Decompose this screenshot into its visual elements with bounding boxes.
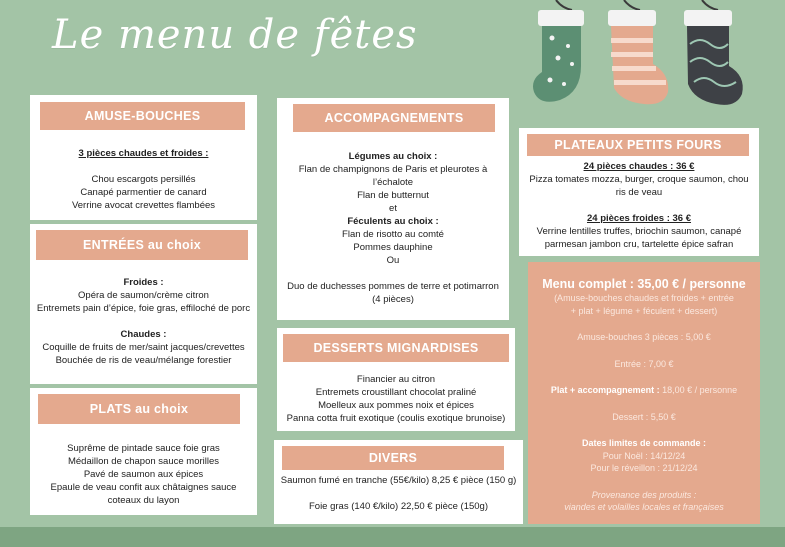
list-item: Opéra de saumon/crème citron (78, 290, 209, 301)
menu-dates-title: Dates limites de commande : (581, 438, 707, 448)
list-item: Panna cotta fruit exotique (coulis exotique brunoise) (286, 413, 506, 424)
plateaux-card (519, 128, 759, 256)
menu-plat-value: 18,00 € / personne (662, 385, 738, 395)
plateaux-header: PLATEAUX PETITS FOURS (527, 134, 749, 156)
list-item: Entremets pain d’épice, foie gras, effiloché de porc (36, 303, 251, 314)
list-item: Flan de risotto au comté (342, 229, 444, 240)
bottom-bar (0, 527, 785, 547)
list-item: coteaux du layon (107, 495, 180, 506)
amuse-bouches-card (30, 95, 257, 220)
menu-dessert-price: Dessert : 5,50 € (612, 411, 676, 422)
menu-plat-label: Plat + accompagnement : (550, 385, 660, 395)
list-item: Entremets croustillant chocolat praliné (315, 387, 477, 398)
list-item: (4 pièces) (372, 294, 414, 305)
amuse-subtitle: 3 pièces chaudes et froides : (78, 148, 209, 159)
list-item: Pommes dauphine (353, 242, 433, 253)
feculents-label: Féculents au choix : (347, 216, 439, 227)
page-title: Le menu de fêtes (52, 12, 418, 58)
menu-entree-price: Entrée : 7,00 € (614, 358, 674, 369)
chaudes-label: Chaudes : (120, 329, 167, 340)
list-item: Médaillon de chapon sauce morilles (67, 456, 220, 467)
menu-date-reveillon: Pour le réveillon : 21/12/24 (590, 463, 698, 473)
menu-title: Menu complet : 35,00 € / personne (542, 277, 746, 291)
list-item: Foie gras (140 €/kilo) 22,50 € pièce (150g) (308, 501, 489, 512)
legumes-label: Légumes au choix : (348, 151, 438, 162)
list-item: Coquille de fruits de mer/saint jacques/crevettes (42, 342, 245, 353)
desserts-header: DESSERTS MIGNARDISES (283, 334, 509, 362)
list-item: Verrine lentilles truffes, briochin saumon, canapé (536, 226, 742, 237)
plateaux-chaudes-label: 24 pièces chaudes : 36 € (583, 161, 695, 172)
list-item: l’échalote (372, 177, 414, 188)
green-dotted-stocking-icon (528, 0, 598, 112)
pink-striped-stocking-icon (600, 0, 676, 112)
list-item: Saumon fumé en tranche (55€/kilo) 8,25 € pièce (150 g) (280, 475, 517, 486)
accompagnements-card (277, 98, 509, 320)
list-item: Flan de champignons de Paris et pleurotes à (298, 164, 488, 175)
entrees-card (30, 224, 257, 384)
list-item: Financier au citron (356, 374, 436, 385)
list-item: ris de veau (615, 187, 663, 198)
list-item: Moelleux aux pommes noix et épices (318, 400, 474, 411)
plats-card (30, 388, 257, 515)
list-item: et (389, 203, 397, 214)
list-item: Ou (386, 255, 400, 266)
menu-provenance-text: viandes et volailles locales et françaises (564, 502, 724, 512)
list-item: Flan de butternut (357, 190, 429, 201)
froides-label: Froides : (123, 277, 164, 288)
list-item: Pizza tomates mozza, burger, croque saumon, chou (529, 174, 749, 185)
entrees-header: ENTRÉES au choix (36, 230, 248, 260)
menu-desc-line: (Amuse-bouches chaudes et froides + entrée (554, 293, 734, 303)
menu-complet-card (528, 262, 760, 524)
list-item: Bouchée de ris de veau/mélange forestier (55, 355, 232, 366)
divers-card (274, 440, 523, 524)
list-item: Chou escargots persillés (91, 174, 196, 185)
menu-date-noel: Pour Noël : 14/12/24 (602, 450, 686, 461)
menu-plat-price (528, 384, 760, 397)
menu-provenance-title: Provenance des produits : (591, 489, 697, 500)
list-item: Duo de duchesses pommes de terre et potimarron (287, 281, 499, 292)
menu-amuse-price: Amuse-bouches 3 pièces : 5,00 € (577, 332, 711, 342)
list-item: Suprême de pintade sauce foie gras (67, 443, 220, 454)
menu-desc-line: + plat + légume + féculent + dessert) (570, 305, 718, 316)
list-item: Canapé parmentier de canard (80, 187, 207, 198)
divers-header: DIVERS (282, 446, 504, 470)
plateaux-froides-label: 24 pièces froides : 36 € (586, 213, 692, 224)
list-item: Pavé de saumon aux épices (83, 469, 204, 480)
desserts-card (277, 328, 515, 431)
plats-header: PLATS au choix (38, 394, 240, 424)
list-item: Epaule de veau confit aux châtaignes sauce (50, 482, 237, 493)
amuse-bouches-header: AMUSE-BOUCHES (40, 102, 245, 130)
list-item: parmesan jambon cru, tartelette épice safran (544, 239, 734, 250)
dark-wavy-stocking-icon (676, 0, 750, 112)
accompagnements-header: ACCOMPAGNEMENTS (293, 104, 495, 132)
list-item: Verrine avocat crevettes flambées (71, 200, 216, 211)
